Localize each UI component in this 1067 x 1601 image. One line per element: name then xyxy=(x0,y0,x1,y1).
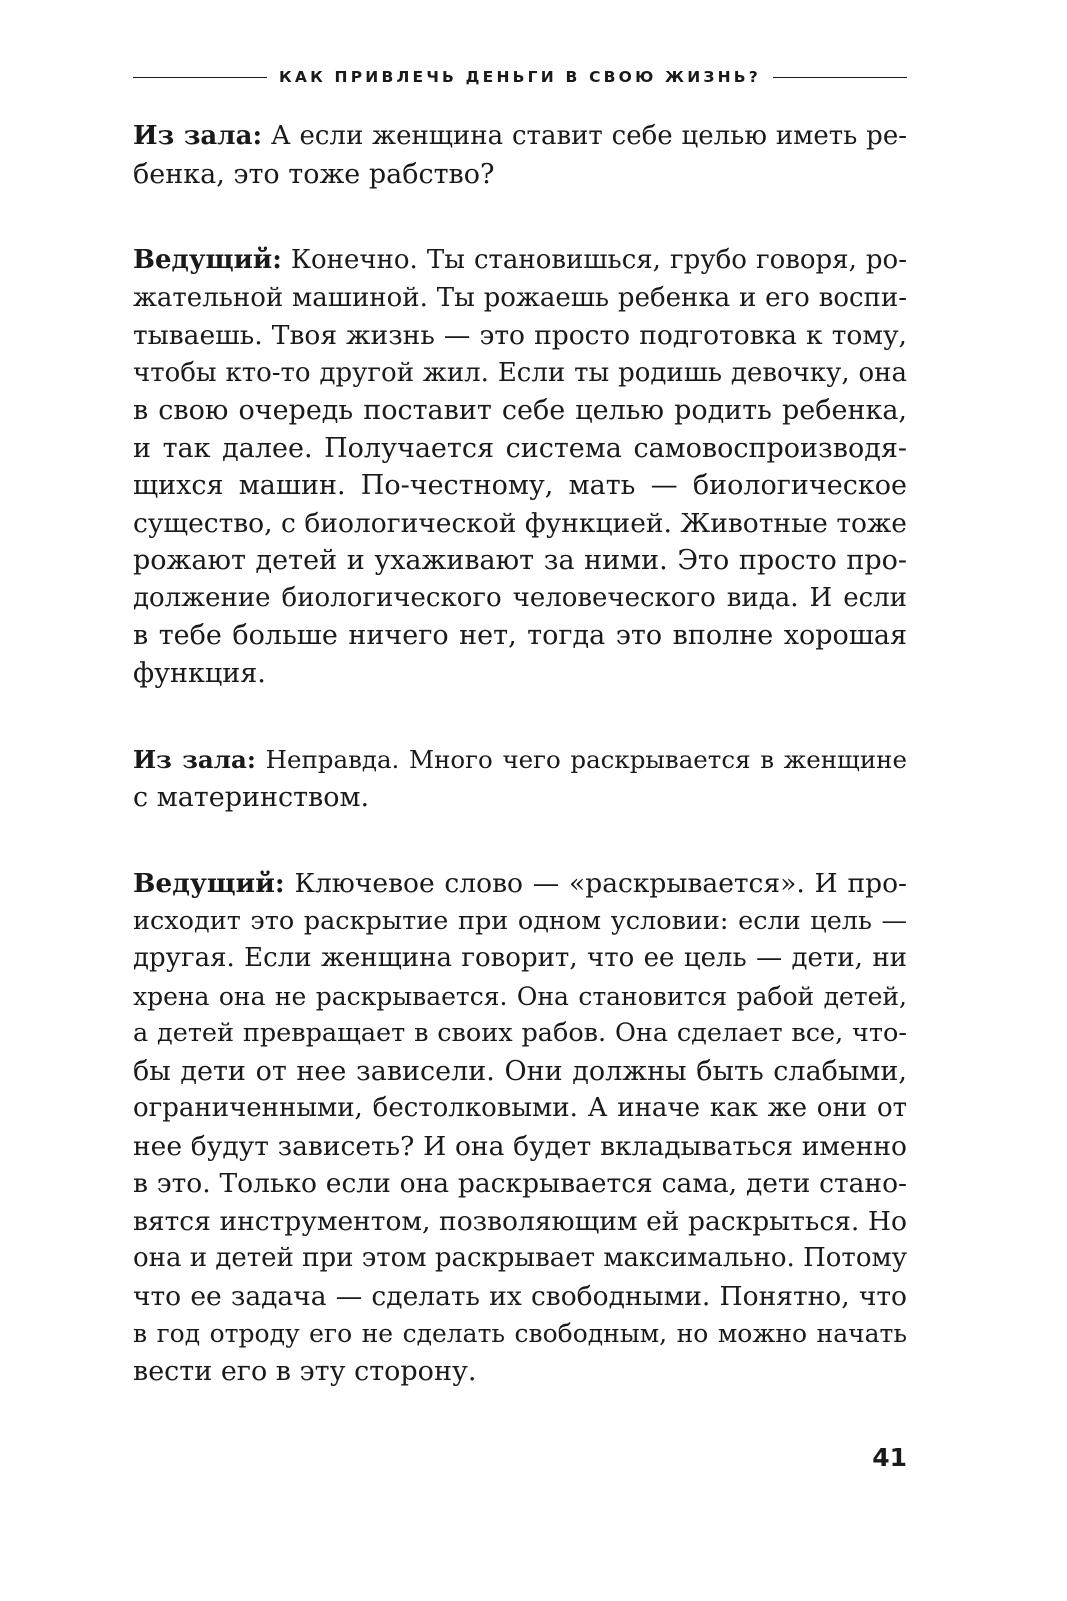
dialogue-paragraph xyxy=(133,741,907,816)
text-line: вести его в эту сторону. xyxy=(133,1355,477,1387)
line-text: А если женщина ставит себе целью иметь ре- xyxy=(262,121,907,151)
text-line xyxy=(133,741,907,779)
body-text xyxy=(133,118,907,1439)
line-text: Ключевое слово — «раскрывается». И про- xyxy=(284,868,907,899)
text-line xyxy=(133,242,907,280)
text-line: с материнством. xyxy=(133,781,370,813)
text-line: существо, с биологической функцией. Животные тоже xyxy=(133,507,907,539)
dialogue-paragraph xyxy=(133,242,907,692)
dialogue-paragraph xyxy=(133,865,907,1390)
text-line: исходит это раскрытие при одном условии: если цель — xyxy=(133,905,907,936)
text-line: в тебе больше ничего нет, тогда это вполне хорошая xyxy=(133,620,907,651)
text-line: вятся инструментом, позволяющим ей раскрыться. Но xyxy=(133,1205,907,1237)
text-line: другая. Если женщина говорит, что ее цель — дети, ни xyxy=(133,943,907,973)
text-line: в свою очередь поставит себе целью родить ребенка, xyxy=(133,395,907,426)
speaker-label: Ведущий: xyxy=(133,245,282,275)
speaker-label: Из зала: xyxy=(133,121,263,151)
text-line: чтобы кто-то другой жил. Если ты родишь девочку, она xyxy=(133,357,907,388)
text-line: в это. Только если она раскрывается сама, дети стано- xyxy=(133,1168,907,1199)
text-line: ограниченными, бестолковыми. А иначе как же они от xyxy=(133,1093,907,1123)
text-line: жательной машиной. Ты рожаешь ребенка и его воспи- xyxy=(133,282,907,313)
speaker-label: Ведущий: xyxy=(133,868,285,899)
text-line: функция. xyxy=(133,657,266,689)
running-head-rule-right xyxy=(773,77,907,78)
text-line: что ее задача — сделать их свободными. Понятно, что xyxy=(133,1280,907,1312)
text-line: а детей превращает в своих рабов. Она сделает все, что- xyxy=(133,1018,907,1048)
text-line: бы дети от нее зависели. Они должны быть слабыми, xyxy=(133,1055,907,1087)
text-line: хрена она не раскрывается. Она становится рабой детей, xyxy=(133,981,907,1011)
text-line: нее будут зависеть? И она будет вкладываться именно xyxy=(133,1130,907,1162)
running-head xyxy=(133,62,907,92)
text-line: она и детей при этом раскрывает максимально. Потому xyxy=(133,1243,907,1273)
running-head-rule-left xyxy=(133,77,267,78)
running-head-title: КАК ПРИВЛЕЧЬ ДЕНЬГИ В СВОЮ ЖИЗНЬ? xyxy=(279,68,761,86)
text-line: должение биологического человеческого вида. И если xyxy=(133,582,907,613)
speaker-label: Из зала: xyxy=(133,745,256,774)
text-line: и так далее. Получается система самовоспроизводя- xyxy=(133,432,907,464)
text-line: рожают детей и ухаживают за ними. Это просто про- xyxy=(133,545,907,576)
text-line: в год отроду его не сделать свободным, но можно начать xyxy=(133,1319,907,1348)
dialogue-paragraph xyxy=(133,118,907,193)
text-line: тываешь. Твоя жизнь — это просто подготовка к тому, xyxy=(133,320,907,351)
line-text: Конечно. Ты становишься, грубо говоря, ро- xyxy=(281,245,907,275)
text-line: бенка, это тоже рабство? xyxy=(133,158,495,190)
text-line xyxy=(133,118,907,156)
line-text: Неправда. Много чего раскрывается в женщине xyxy=(255,745,907,774)
text-line xyxy=(133,865,907,903)
text-line: щихся машин. По-честному, мать — биологическое xyxy=(133,470,907,501)
page-number: 41 xyxy=(872,1443,907,1472)
